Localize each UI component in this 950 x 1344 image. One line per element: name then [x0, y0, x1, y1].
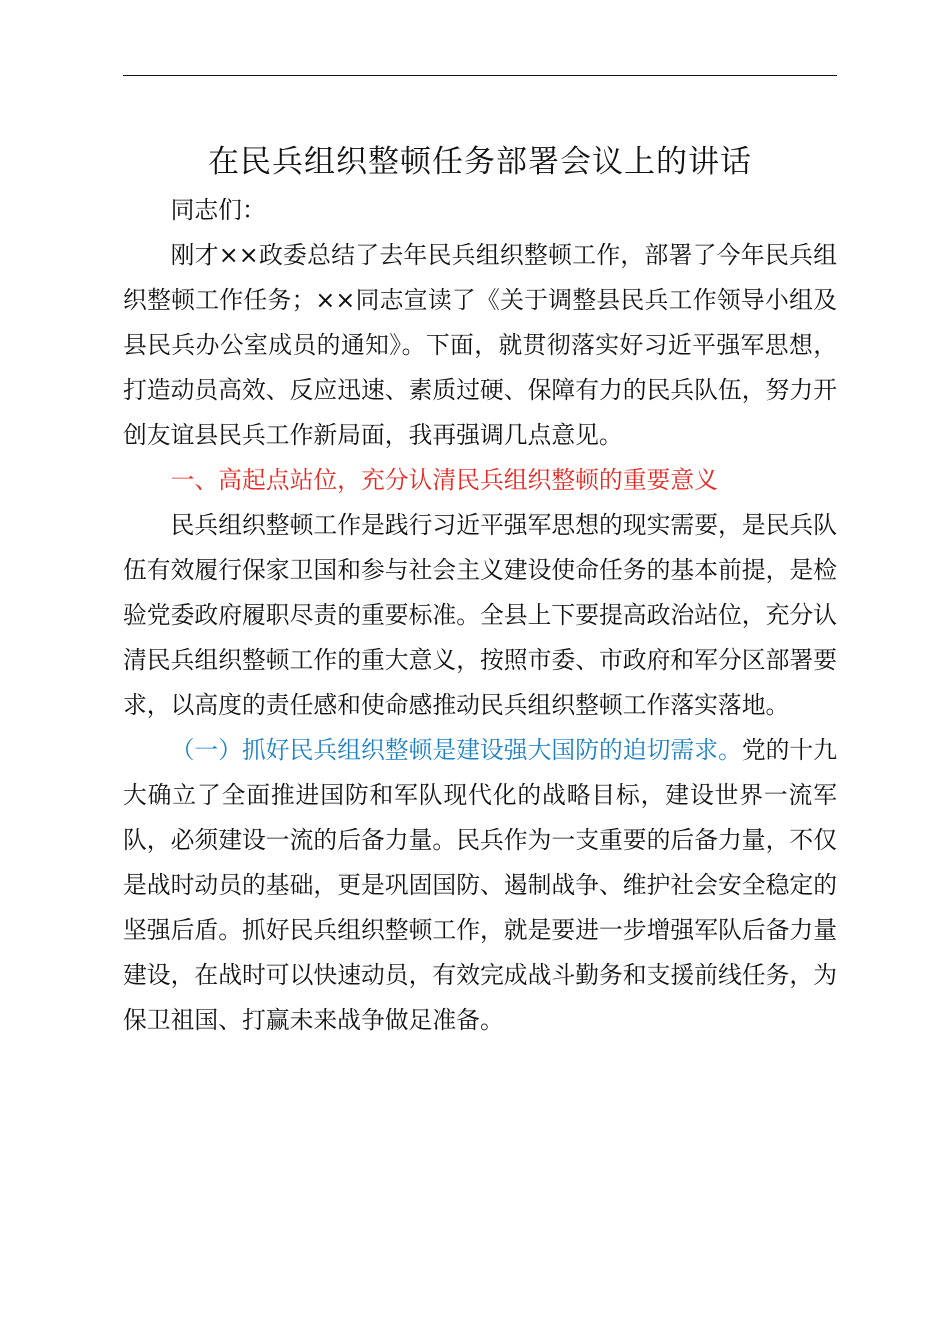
salutation: 同志们： [170, 196, 266, 224]
section-1-paragraph: 民兵组织整顿工作是践行习近平强军思想的现实需要，是民兵队伍有效履行保家卫国和参与社会主义建设使命任务的基本前提，是检验党委政府履职尽责的重要标准。全县上下要提高政治站位，充分认清民兵组织整顿工作的重大意义，按照市委、市政府和军分区部署要求，以高度的责任感和使命感推动民兵组织整顿工作落实落地。 [123, 511, 837, 719]
subsection-1-paragraph [123, 728, 837, 1043]
subsection-1-body: 党的十九大确立了全面推进国防和军队现代化的战略目标，建设世界一流军队，必须建设一流的后备力量。民兵作为一支重要的后备力量，不仅是战时动员的基础，更是巩固国防、遏制战争、维护社会安全稳定的坚强后盾。抓好民兵组织整顿工作，就是要进一步增强军队后备力量建设，在战时可以快速动员，有效完成战斗勤务和支援前线任务，为保卫祖国、打赢未来战争做足准备。 [123, 736, 838, 1034]
subsection-1-heading: （一）抓好民兵组织整顿是建设强大国防的迫切需求。 [170, 736, 742, 764]
document-body [123, 188, 837, 1043]
header-rule [123, 75, 837, 76]
intro-paragraph: 刚才××政委总结了去年民兵组织整顿工作，部署了今年民兵组织整顿工作任务；××同志宣读了《关于调整县民兵工作领导小组及县民兵办公室成员的通知》。下面，就贯彻落实好习近平强军思想，打造动员高效、反应迅速、素质过硬、保障有力的民兵队伍，努力开创友谊县民兵工作新局面，我再强调几点意见。 [123, 241, 837, 449]
document-title: 在民兵组织整顿任务部署会议上的讲话 [208, 144, 752, 180]
section-1-heading: 一、高起点站位，充分认清民兵组织整顿的重要意义 [170, 466, 718, 494]
